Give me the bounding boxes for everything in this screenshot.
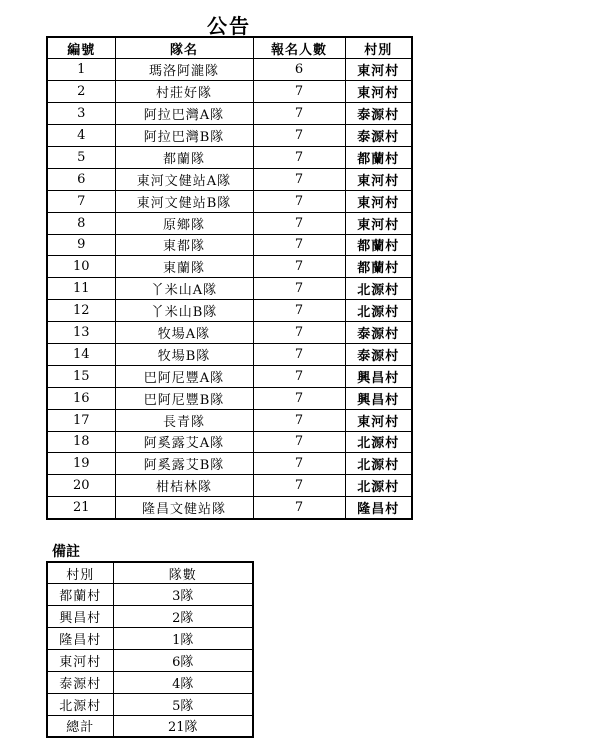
cell-registration-count: 7 (253, 190, 345, 212)
cell-village: 泰源村 (345, 103, 412, 125)
cell-team-name: 東河文健站B隊 (115, 190, 253, 212)
cell-number: 10 (47, 256, 115, 278)
notes-row (47, 671, 253, 693)
header-village: 村別 (345, 37, 412, 59)
cell-number: 18 (47, 431, 115, 453)
page-title: 公告 (207, 14, 251, 38)
cell-registration-count: 7 (253, 409, 345, 431)
cell-team-name: 阿拉巴灣B隊 (115, 125, 253, 147)
cell-team-name: 東蘭隊 (115, 256, 253, 278)
notes-cell-village: 泰源村 (47, 671, 113, 693)
cell-registration-count: 7 (253, 278, 345, 300)
cell-registration-count: 7 (253, 146, 345, 168)
header-number: 編號 (47, 37, 115, 59)
table-row (47, 212, 412, 234)
table-row (47, 365, 412, 387)
table-row (47, 256, 412, 278)
notes-body (47, 584, 253, 737)
cell-number: 2 (47, 81, 115, 103)
cell-village: 興昌村 (345, 365, 412, 387)
header-team-name: 隊名 (115, 37, 253, 59)
notes-cell-team-count: 2隊 (113, 606, 253, 628)
notes-cell-village: 都蘭村 (47, 584, 113, 606)
cell-number: 7 (47, 190, 115, 212)
cell-number: 8 (47, 212, 115, 234)
cell-village: 東河村 (345, 212, 412, 234)
cell-team-name: 巴阿尼豐A隊 (115, 365, 253, 387)
notes-cell-team-count: 6隊 (113, 650, 253, 672)
notes-header-team-count: 隊數 (113, 562, 253, 584)
cell-registration-count: 7 (253, 125, 345, 147)
notes-cell-village: 隆昌村 (47, 628, 113, 650)
cell-number: 12 (47, 300, 115, 322)
cell-village: 泰源村 (345, 125, 412, 147)
cell-team-name: 牧場A隊 (115, 322, 253, 344)
cell-team-name: 阿拉巴灣A隊 (115, 103, 253, 125)
cell-registration-count: 6 (253, 59, 345, 81)
notes-cell-village: 興昌村 (47, 606, 113, 628)
table-header-row (47, 37, 412, 59)
notes-row (47, 693, 253, 715)
notes-summary-table (46, 561, 254, 738)
notes-cell-village: 東河村 (47, 650, 113, 672)
cell-number: 20 (47, 475, 115, 497)
cell-registration-count: 7 (253, 343, 345, 365)
cell-village: 東河村 (345, 59, 412, 81)
table-row (47, 168, 412, 190)
cell-team-name: 原鄉隊 (115, 212, 253, 234)
cell-number: 21 (47, 497, 115, 519)
header-registration-count: 報名人數 (253, 37, 345, 59)
notes-row (47, 715, 253, 737)
cell-number: 14 (47, 343, 115, 365)
cell-village: 東河村 (345, 81, 412, 103)
cell-number: 19 (47, 453, 115, 475)
cell-team-name: 丫米山A隊 (115, 278, 253, 300)
notes-cell-team-count: 3隊 (113, 584, 253, 606)
notes-row (47, 606, 253, 628)
table-row (47, 497, 412, 519)
cell-registration-count: 7 (253, 453, 345, 475)
cell-registration-count: 7 (253, 387, 345, 409)
notes-cell-team-count: 4隊 (113, 671, 253, 693)
cell-registration-count: 7 (253, 300, 345, 322)
table-row (47, 190, 412, 212)
table-row (47, 343, 412, 365)
notes-header-village: 村別 (47, 562, 113, 584)
table-row (47, 431, 412, 453)
cell-village: 北源村 (345, 300, 412, 322)
cell-village: 北源村 (345, 278, 412, 300)
cell-number: 5 (47, 146, 115, 168)
cell-team-name: 隆昌文健站隊 (115, 497, 253, 519)
table-row (47, 103, 412, 125)
cell-registration-count: 7 (253, 234, 345, 256)
cell-team-name: 都蘭隊 (115, 146, 253, 168)
notes-cell-team-count: 1隊 (113, 628, 253, 650)
cell-village: 都蘭村 (345, 146, 412, 168)
table-row (47, 387, 412, 409)
cell-number: 11 (47, 278, 115, 300)
notes-cell-village: 總計 (47, 715, 113, 737)
cell-village: 泰源村 (345, 343, 412, 365)
cell-number: 13 (47, 322, 115, 344)
notes-row (47, 584, 253, 606)
cell-number: 17 (47, 409, 115, 431)
cell-team-name: 巴阿尼豐B隊 (115, 387, 253, 409)
cell-team-name: 阿奚露艾B隊 (115, 453, 253, 475)
table-row (47, 300, 412, 322)
cell-registration-count: 7 (253, 103, 345, 125)
cell-registration-count: 7 (253, 322, 345, 344)
cell-number: 3 (47, 103, 115, 125)
cell-team-name: 村莊好隊 (115, 81, 253, 103)
cell-registration-count: 7 (253, 475, 345, 497)
cell-village: 北源村 (345, 475, 412, 497)
cell-number: 16 (47, 387, 115, 409)
table-body (47, 59, 412, 519)
cell-registration-count: 7 (253, 256, 345, 278)
cell-village: 隆昌村 (345, 497, 412, 519)
cell-registration-count: 7 (253, 81, 345, 103)
table-row (47, 409, 412, 431)
cell-registration-count: 7 (253, 365, 345, 387)
cell-number: 4 (47, 125, 115, 147)
cell-team-name: 長青隊 (115, 409, 253, 431)
cell-village: 東河村 (345, 190, 412, 212)
notes-cell-team-count: 21隊 (113, 715, 253, 737)
cell-village: 東河村 (345, 168, 412, 190)
notes-header-row (47, 562, 253, 584)
cell-village: 都蘭村 (345, 256, 412, 278)
table-row (47, 453, 412, 475)
table-row (47, 475, 412, 497)
cell-team-name: 東河文健站A隊 (115, 168, 253, 190)
notes-label: 備註 (52, 544, 80, 560)
cell-team-name: 丫米山B隊 (115, 300, 253, 322)
notes-row (47, 650, 253, 672)
cell-registration-count: 7 (253, 168, 345, 190)
cell-team-name: 東都隊 (115, 234, 253, 256)
cell-village: 東河村 (345, 409, 412, 431)
cell-number: 9 (47, 234, 115, 256)
table-row (47, 59, 412, 81)
notes-row (47, 628, 253, 650)
table-row (47, 234, 412, 256)
cell-number: 6 (47, 168, 115, 190)
cell-number: 1 (47, 59, 115, 81)
cell-village: 北源村 (345, 453, 412, 475)
notes-cell-village: 北源村 (47, 693, 113, 715)
cell-number: 15 (47, 365, 115, 387)
cell-registration-count: 7 (253, 431, 345, 453)
cell-team-name: 瑪洛阿瀧隊 (115, 59, 253, 81)
notes-cell-team-count: 5隊 (113, 693, 253, 715)
cell-team-name: 牧場B隊 (115, 343, 253, 365)
table-row (47, 81, 412, 103)
cell-registration-count: 7 (253, 212, 345, 234)
cell-registration-count: 7 (253, 497, 345, 519)
cell-village: 北源村 (345, 431, 412, 453)
cell-village: 泰源村 (345, 322, 412, 344)
table-row (47, 125, 412, 147)
cell-team-name: 阿奚露艾A隊 (115, 431, 253, 453)
cell-village: 都蘭村 (345, 234, 412, 256)
table-row (47, 322, 412, 344)
table-row (47, 146, 412, 168)
team-registration-table (46, 36, 413, 520)
table-row (47, 278, 412, 300)
cell-village: 興昌村 (345, 387, 412, 409)
cell-team-name: 柑桔林隊 (115, 475, 253, 497)
